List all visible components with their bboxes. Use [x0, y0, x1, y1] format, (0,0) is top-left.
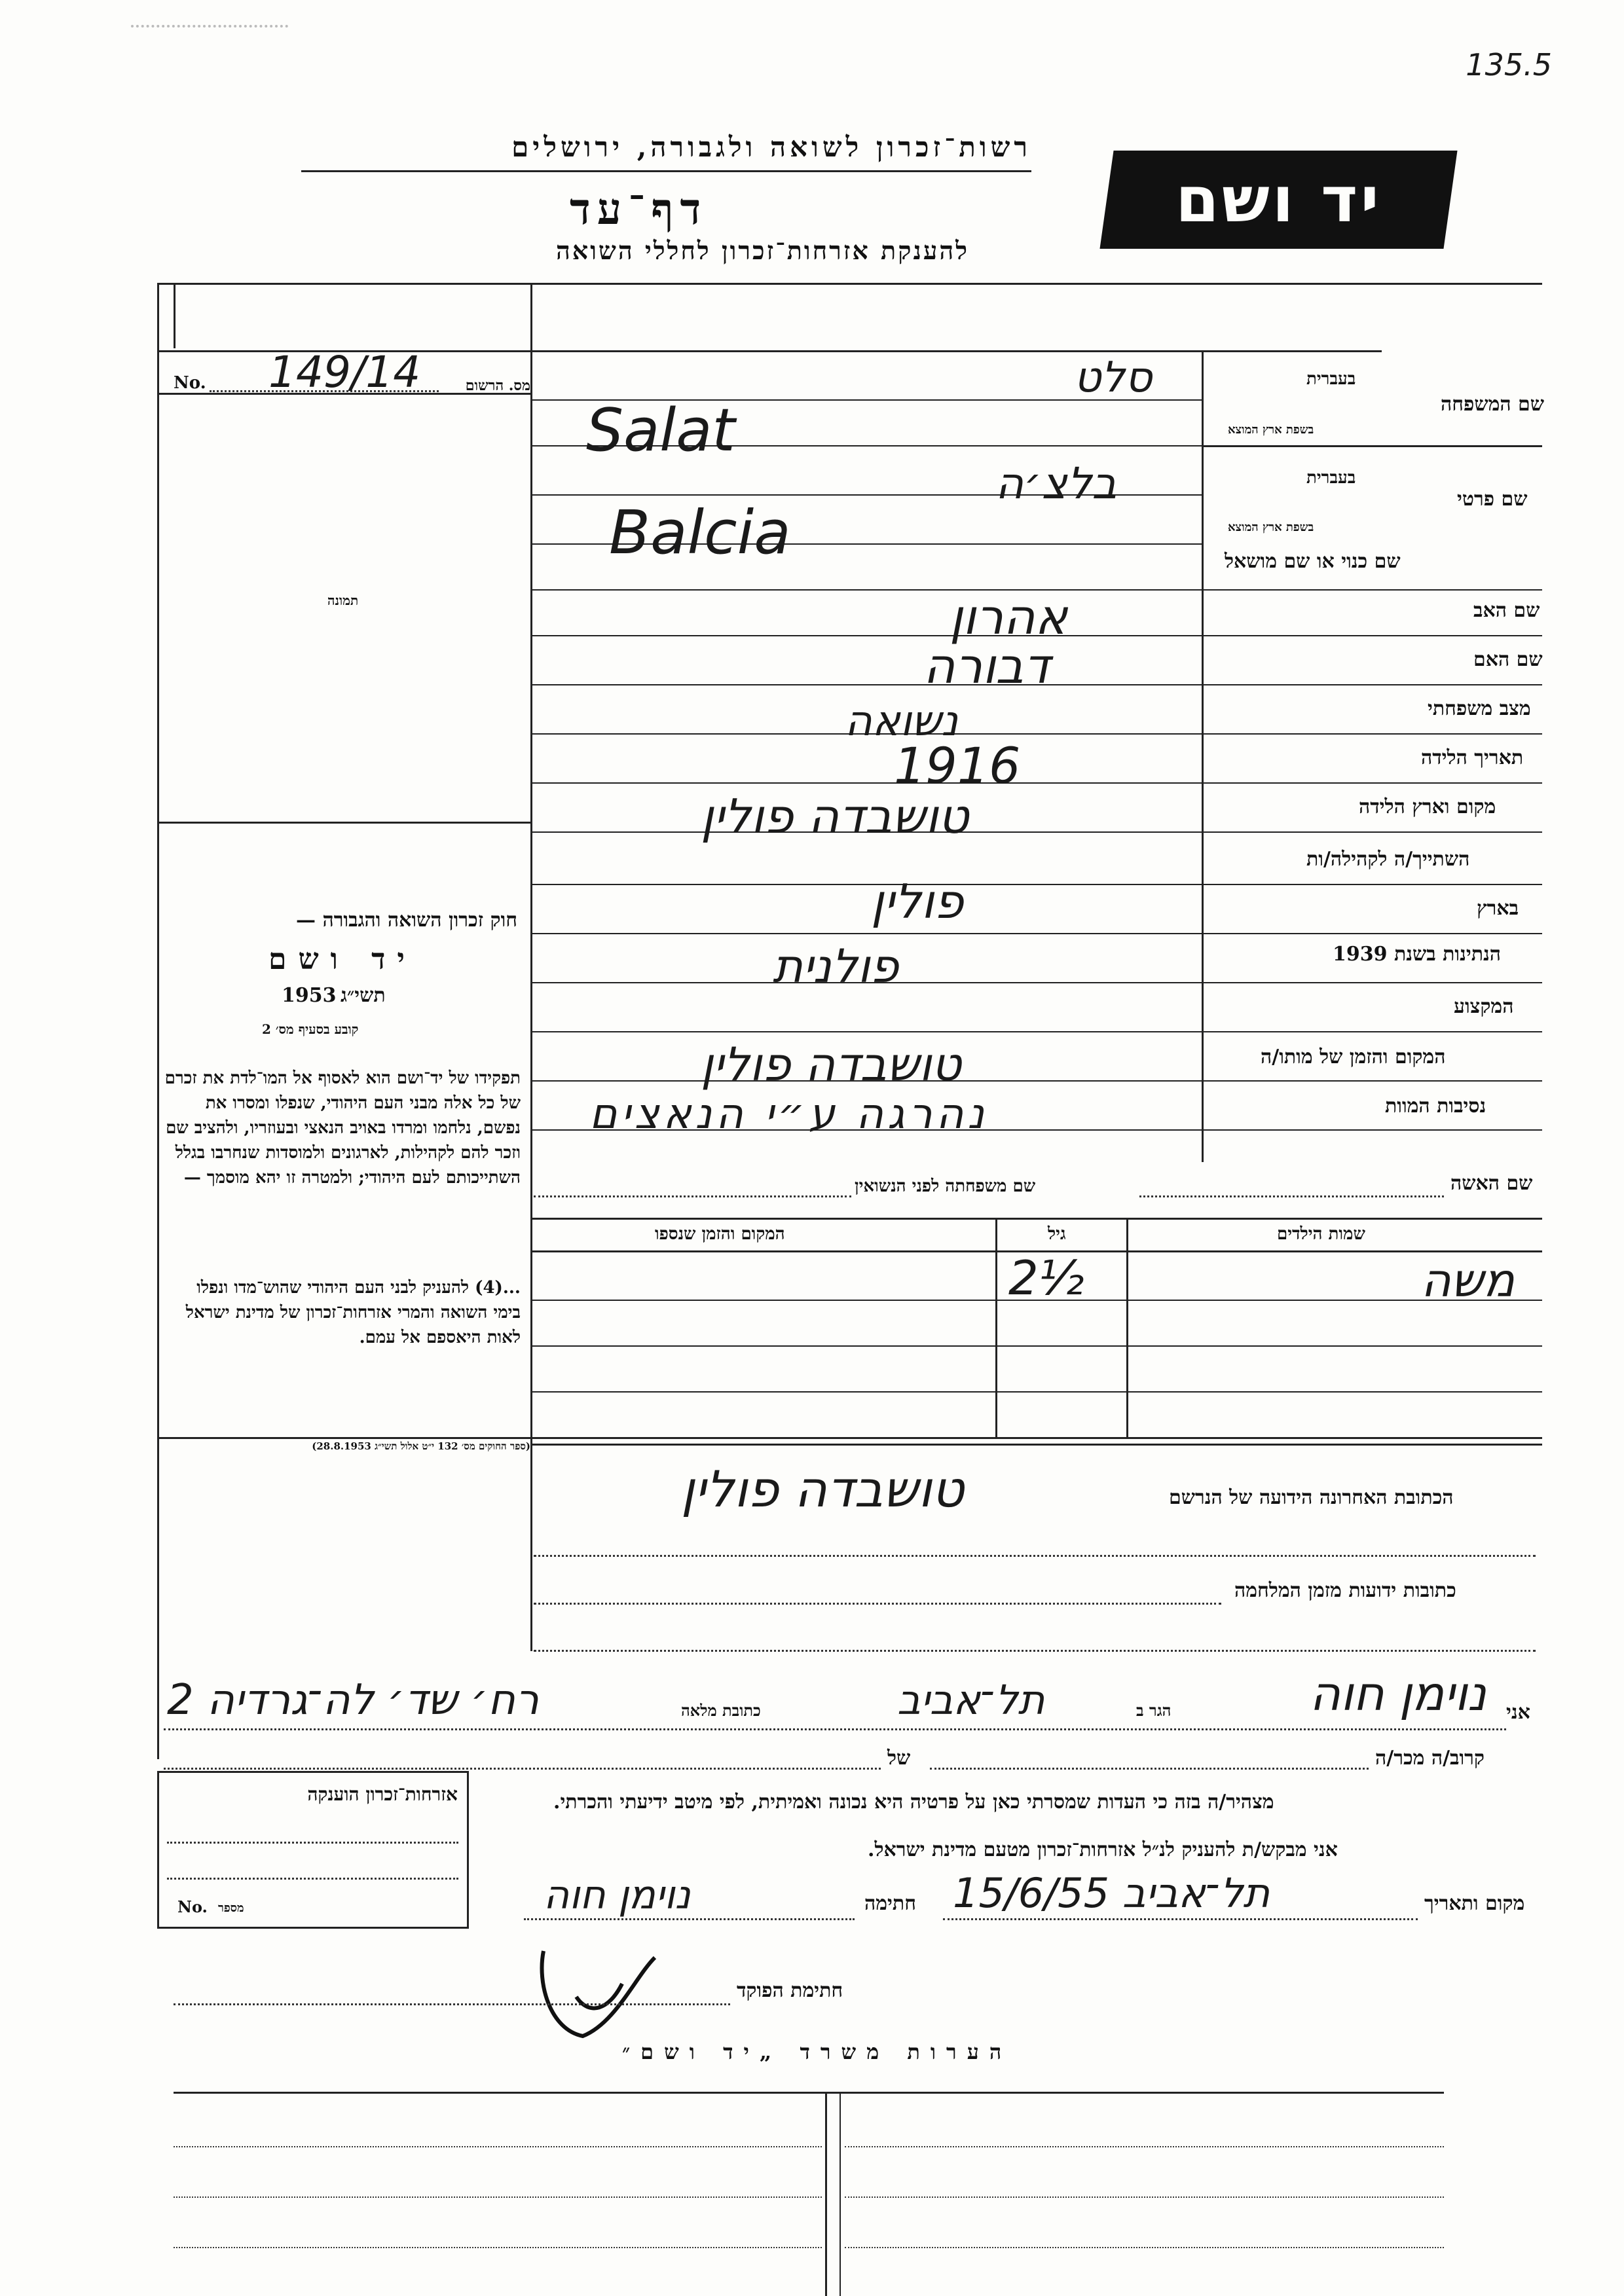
citizenship-value: פולנית [773, 939, 899, 993]
law-year-hebrew: תשי״ג [341, 984, 386, 1007]
in-hebrew-1: בעברית [1306, 369, 1356, 389]
maiden-name-label: שם משפחתה לפני הנשואין [855, 1176, 1036, 1196]
registration-number: 149/14 [268, 347, 421, 397]
last-address-label: הכתובת האחרונה הידועה של הנרשם [1169, 1486, 1454, 1509]
first-name-label: שם פרטי [1457, 488, 1528, 511]
citizenship-box-no-label: No. [177, 1897, 208, 1916]
registration-no-label: No. [174, 373, 206, 393]
authority-underline [301, 170, 1031, 172]
officer-signature-mark [524, 1938, 668, 2049]
signature-label: חתימה [864, 1892, 916, 1915]
declarant-i-label: אני [1506, 1701, 1530, 1724]
child-age: 2½ [1008, 1250, 1084, 1305]
community-label: השתייך/ה לקהילה/ות [1306, 848, 1470, 871]
yad-vashem-logo: יד ושם [1099, 151, 1457, 249]
country-value: פולין [871, 874, 964, 929]
birth-date-value: 1916 [894, 737, 1021, 795]
photo-label: תמונה [327, 592, 359, 608]
law-text-1: תפקידו של יד־ושם הוא לאסוף אל המו־לדת את זכרם של כל אלה מבני העם היהודי, שנפלו ומסרו את נפשם, נלחמו ומרדו באויב הנאצי ובעוזריו, ולהציב שם וזכר להם לקהילות, לארגונים ולמוסדות שנחרבו בגלל השתייכותם לעם היהודי; ולמטרה זו יהא מוסמך — [164, 1068, 521, 1188]
death-cause-label: נסיבות המוות [1385, 1095, 1486, 1118]
relative-label: קרוב/ה מכר/ה [1375, 1747, 1485, 1770]
origin-lang-2: בשפת ארץ המוצא [1228, 520, 1314, 534]
death-place-label: המקום והזמן של מותו/ה [1261, 1046, 1446, 1068]
form-subtitle: להענקת אזרחות־זכרון לחללי השואה [555, 236, 969, 265]
marital-label: מצב משפחתי [1428, 697, 1531, 720]
law-clause: קובע בסעיף מס׳ 2 [262, 1021, 359, 1037]
spouse-label: שם האשה [1450, 1172, 1533, 1195]
declarant-name: נוימן חוה [1310, 1666, 1486, 1721]
children-header-age: גיל [1048, 1224, 1066, 1244]
first-name-hebrew: בלצ׳ה [995, 458, 1117, 509]
signature-value: נוימן חוה [544, 1872, 691, 1918]
death-place-value: טושבדה פולין [701, 1038, 962, 1091]
law-source: (ספר החוקים מס׳ 132 י״ט אלול תשי״ג 28.8.1953) [312, 1440, 530, 1452]
scan-mark [131, 25, 288, 37]
citizenship-granted-box [157, 1771, 469, 1929]
citizenship-label: הנתינות בשנת 1939 [1333, 943, 1502, 966]
of-label: של [887, 1747, 911, 1770]
declaration-text: מצהיר/ה בזה כי העדות שמסרתי כאן על פרטיה היא נכונה ואמיתית, לפי מיטב ידיעתי והכרתי. [553, 1791, 1274, 1813]
children-header-names: שמות הילדים [1277, 1224, 1365, 1244]
birth-place-value: טושבדה פולין [701, 789, 969, 844]
birth-date-label: תאריך הלידה [1421, 746, 1524, 769]
in-hebrew-2: בעברית [1306, 468, 1356, 488]
father-label: שם האב [1473, 599, 1540, 622]
request-text: אני מבקש/ת להעניק לנ״ל אזרחות־זכרון מטעם מדינת ישראל. [868, 1838, 1338, 1861]
nickname-label: שם כנוי או שם מושאל [1225, 550, 1401, 573]
form-title: דף־עד [570, 183, 708, 234]
war-address-label: כתובות ידועות מזמן המלחמה [1234, 1579, 1456, 1602]
family-name-label: שם המשפחה [1441, 393, 1545, 416]
law-title: חוק זכרון השואה והגבורה — [296, 909, 517, 932]
last-address-value: טושבדה פולין [681, 1460, 965, 1518]
law-text-2: ...(4) להעניק לבני העם היהודי שהוש־מדו ונפלו בימי השואה והמרי אזרחות־זכרון של מדינת ישראל לאות היאספם אל עמם. [185, 1278, 521, 1347]
page-number: 135.5 [1466, 47, 1552, 82]
law-year: 1953 [282, 984, 337, 1007]
notes-title: הערות משרד „יד ושם״ [622, 2039, 1012, 2064]
mother-label: שם האם [1473, 648, 1543, 671]
registration-label: מס. הרשום [465, 377, 530, 394]
authority-title: רשות־זכרון לשואה ולגבורה, ירושלים [511, 131, 1031, 163]
citizenship-box-number-label: מספר [218, 1901, 244, 1915]
declarant-address: רח׳ שד׳ לה־גרדיה 2 [167, 1676, 539, 1724]
resident-label: הגר ב [1136, 1701, 1172, 1720]
officer-label: חתימת הפוקד [737, 1979, 843, 2002]
place-date-value: תל־אביב 15/6/55 [953, 1869, 1270, 1917]
origin-lang-1: בשפת ארץ המוצא [1228, 423, 1314, 437]
children-header-place: המקום והזמן שנספו [655, 1224, 785, 1244]
country-label: בארץ [1477, 897, 1519, 920]
place-date-label: מקום ותאריך [1424, 1892, 1525, 1915]
mother-value: דבורה [923, 638, 1050, 695]
family-name-hebrew: סלט [1074, 354, 1153, 402]
death-cause-value: נהרגה ע״י הנאצים [589, 1090, 989, 1139]
father-value: אהרון [950, 589, 1067, 646]
profession-label: המקצוע [1454, 995, 1514, 1018]
law-name: יד ושם [268, 943, 416, 976]
declarant-city: תל־אביב [897, 1676, 1045, 1724]
family-name-origin: Salat [586, 396, 735, 465]
marital-value: נשואה [845, 697, 958, 746]
birth-place-label: מקום וארץ הלידה [1359, 795, 1496, 818]
first-name-origin: Balcia [609, 498, 791, 568]
citizenship-box-title: אזרחות־זכרון הוענקה [307, 1783, 458, 1805]
full-address-label: כתובת מלאה [681, 1701, 761, 1720]
child-name: משה [1421, 1254, 1515, 1307]
